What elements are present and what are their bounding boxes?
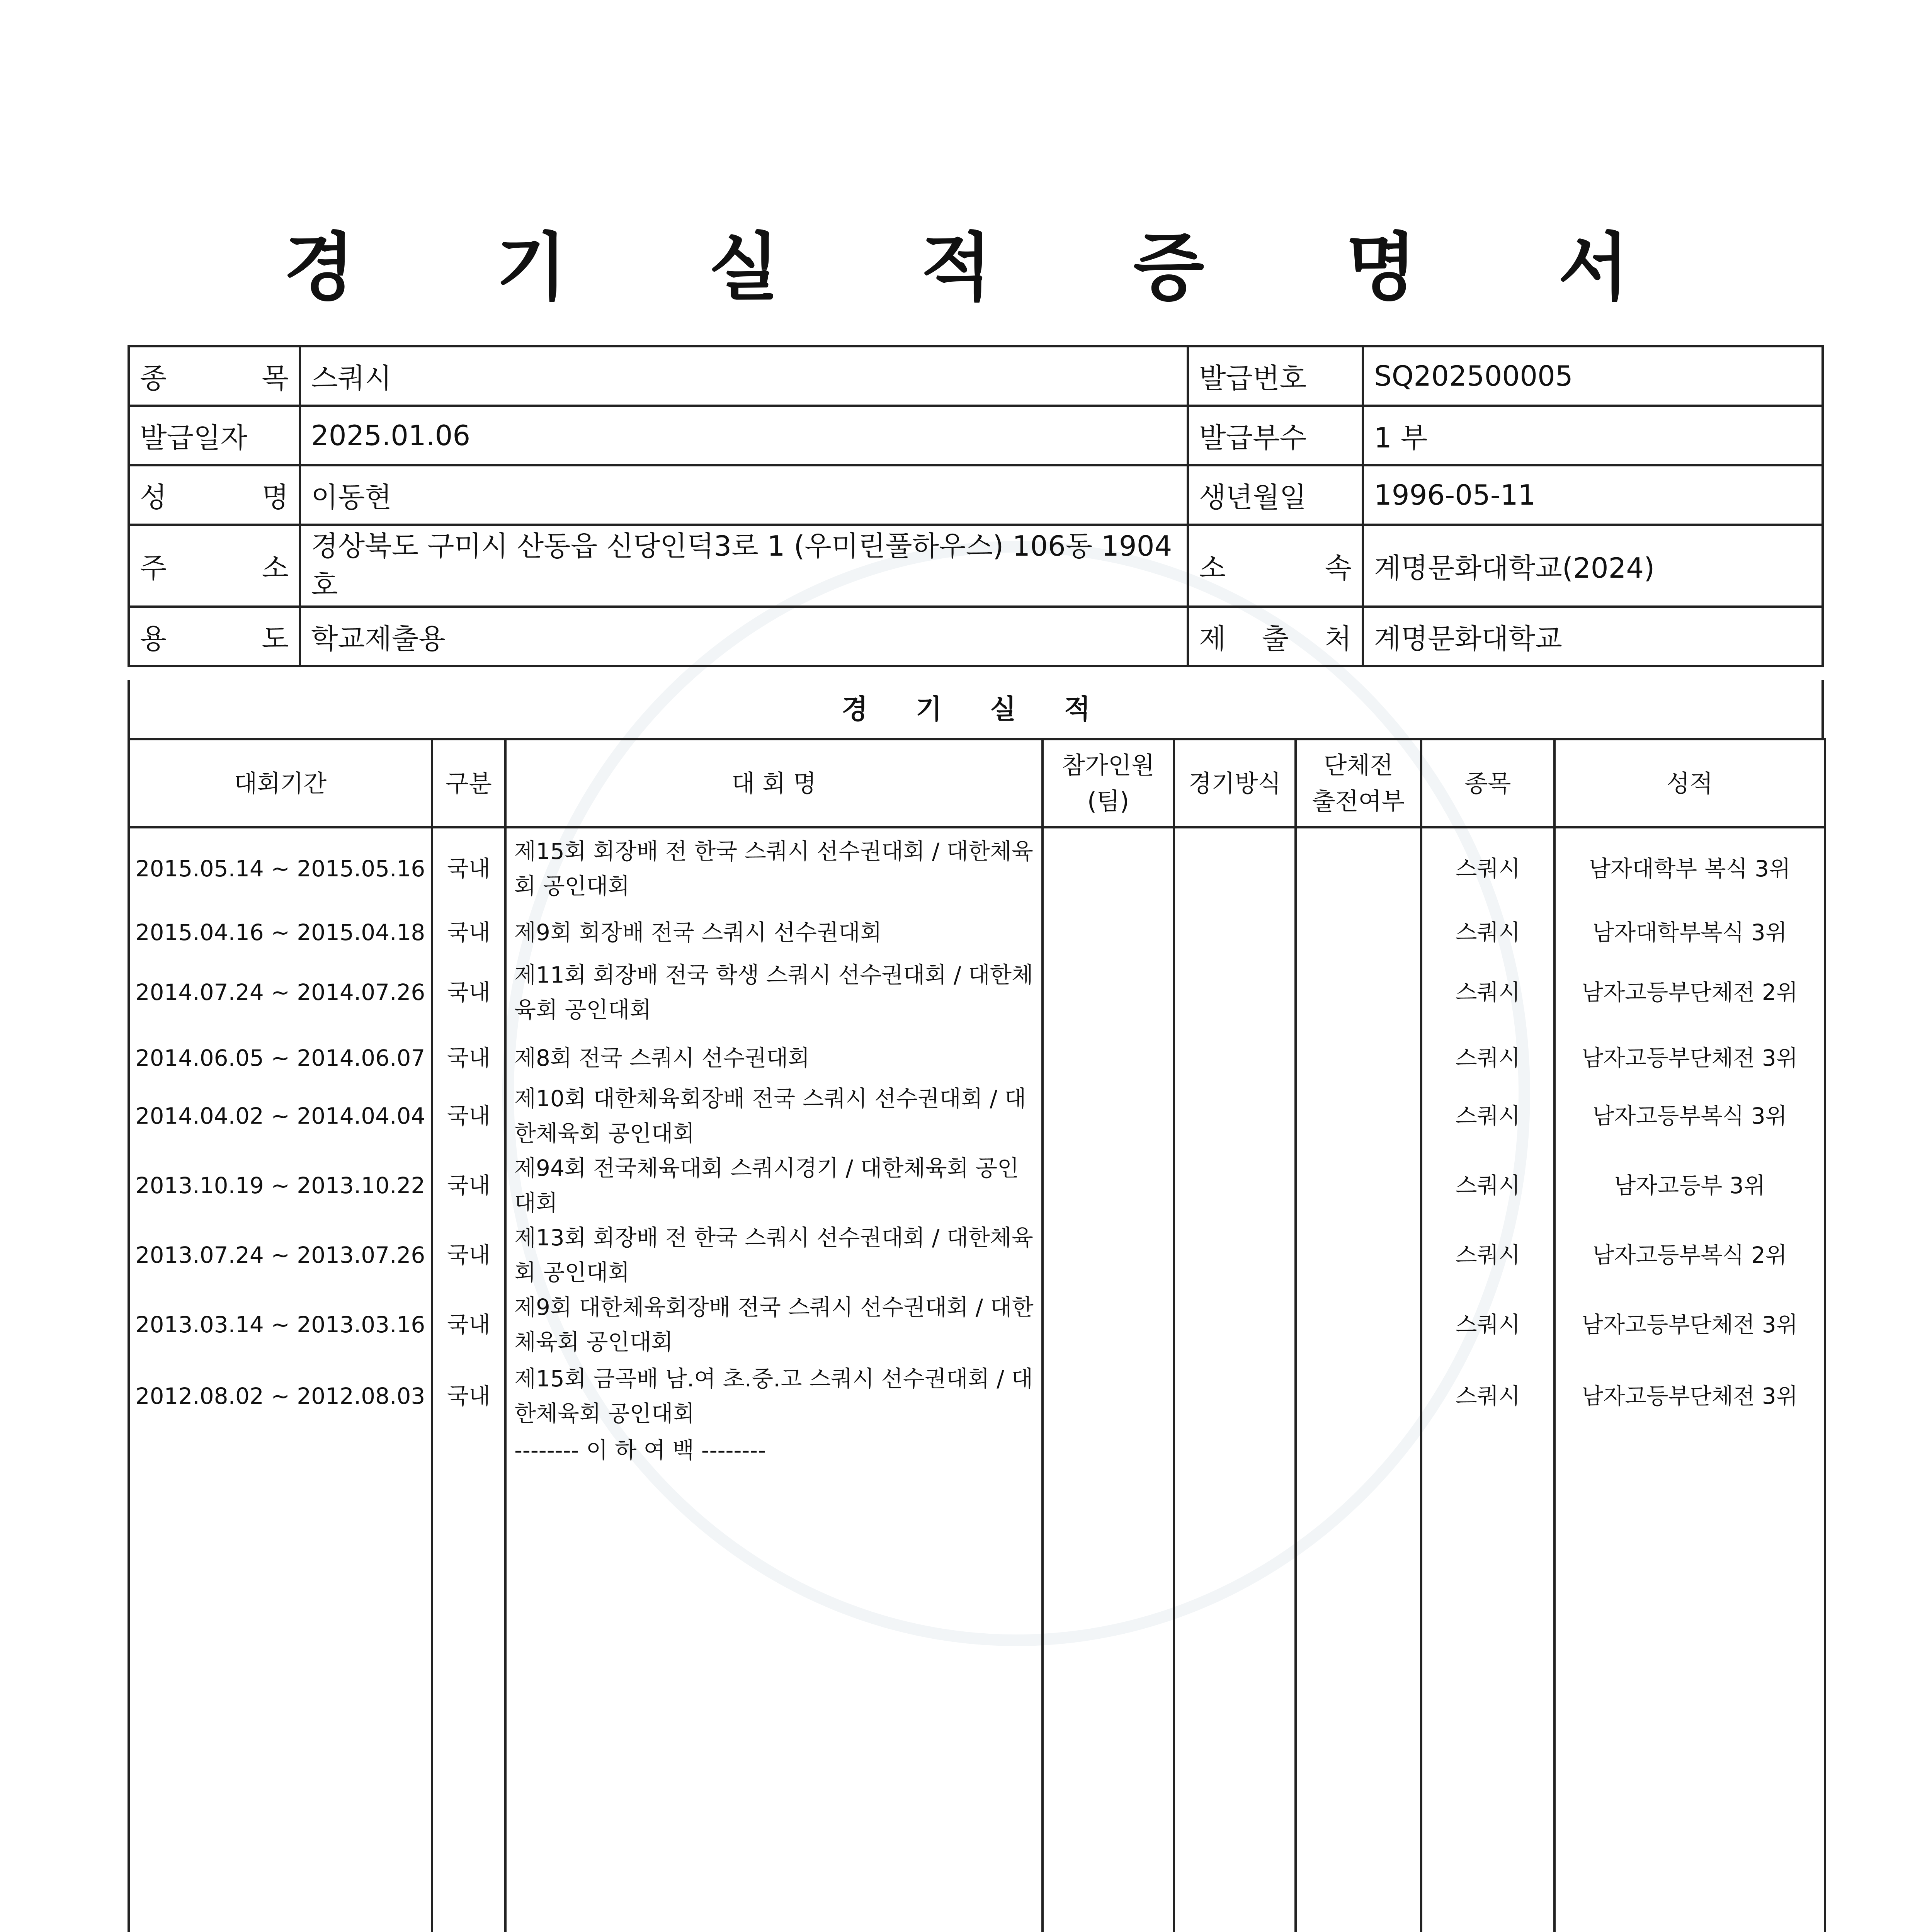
header-period: 대회기간 xyxy=(129,739,432,827)
affil-value: 계명문화대학교(2024) xyxy=(1363,525,1823,607)
record-period: 2013.03.14 ~ 2013.03.16 xyxy=(135,1311,425,1338)
address-value: 경상북도 구미시 산동읍 신당인덕3로 1 (우미린풀하우스) 106동 1904호 xyxy=(300,525,1188,607)
record-kind: 국내 xyxy=(447,1242,491,1269)
record-event: 스쿼시 xyxy=(1455,979,1520,1006)
submit-label: 제 출 처 xyxy=(1188,607,1363,666)
header-participants: 참가인원 (팀) xyxy=(1043,739,1174,827)
header-method: 경기방식 xyxy=(1174,739,1296,827)
record-result: 남자고등부단체전 3위 xyxy=(1582,1311,1798,1338)
record-name: 제15회 금곡배 남.여 초.중.고 스쿼시 선수권대회 / 대한체육회 공인대회 xyxy=(514,1366,1033,1427)
record-period: 2014.06.05 ~ 2014.06.07 xyxy=(135,1045,425,1071)
record-period: 2015.04.16 ~ 2015.04.18 xyxy=(135,919,425,946)
record-kind: 국내 xyxy=(447,1045,491,1071)
record-event: 스쿼시 xyxy=(1455,1383,1520,1410)
record-name: 제13회 회장배 전 한국 스쿼시 선수권대회 / 대한체육회 공인대회 xyxy=(514,1225,1033,1286)
record-event: 스쿼시 xyxy=(1455,1045,1520,1071)
sport-value: 스쿼시 xyxy=(300,346,1188,406)
header-result: 성적 xyxy=(1554,739,1825,827)
record-period: 2014.07.24 ~ 2014.07.26 xyxy=(135,979,425,1006)
record-name: 제8회 전국 스쿼시 선수권대회 xyxy=(514,1045,810,1071)
team-column xyxy=(1297,828,1420,1932)
record-event: 스쿼시 xyxy=(1455,1242,1520,1269)
name-column xyxy=(507,828,1041,1932)
record-kind: 국내 xyxy=(447,1172,491,1199)
record-name: 제10회 대한체육회장배 전국 스쿼시 선수권대회 / 대한체육회 공인대회 xyxy=(514,1085,1026,1146)
records-table xyxy=(128,738,1826,1932)
birth-value: 1996-05-11 xyxy=(1363,465,1823,525)
kind-column xyxy=(433,828,504,1932)
participants-column xyxy=(1044,828,1173,1932)
issue-date-label: 발급일자 xyxy=(129,406,300,465)
records-title: 경 기 실 적 xyxy=(128,680,1824,740)
header-event: 종목 xyxy=(1421,739,1554,827)
record-name: 제11회 회장배 전국 학생 스쿼시 선수권대회 / 대한체육회 공인대회 xyxy=(514,962,1033,1023)
end-mark: -------- 이 하 여 백 -------- xyxy=(514,1437,766,1464)
affil-label: 소 속 xyxy=(1188,525,1363,607)
record-name: 제9회 회장배 전국 스쿼시 선수권대회 xyxy=(514,919,882,946)
issue-date-value: 2025.01.06 xyxy=(300,406,1188,465)
record-event: 스쿼시 xyxy=(1455,855,1520,882)
record-kind: 국내 xyxy=(447,1103,491,1129)
record-kind: 국내 xyxy=(447,1383,491,1410)
issue-no-value: SQ202500005 xyxy=(1363,346,1823,406)
record-event: 스쿼시 xyxy=(1455,1311,1520,1338)
header-team: 단체전 출전여부 xyxy=(1296,739,1421,827)
record-event: 스쿼시 xyxy=(1455,1103,1520,1129)
record-result: 남자고등부복식 3위 xyxy=(1592,1103,1787,1129)
record-period: 2013.10.19 ~ 2013.10.22 xyxy=(135,1172,425,1199)
record-result: 남자고등부복식 2위 xyxy=(1592,1242,1787,1269)
copies-value: 1 부 xyxy=(1363,406,1823,465)
record-kind: 국내 xyxy=(447,1311,491,1338)
submit-value: 계명문화대학교 xyxy=(1363,607,1823,666)
record-result: 남자고등부단체전 2위 xyxy=(1582,979,1798,1006)
record-event: 스쿼시 xyxy=(1455,1172,1520,1199)
record-period: 2015.05.14 ~ 2015.05.16 xyxy=(135,855,425,882)
header-name: 대 회 명 xyxy=(505,739,1043,827)
record-name: 제15회 회장배 전 한국 스쿼시 선수권대회 / 대한체육회 공인대회 xyxy=(514,838,1033,899)
sport-label: 종 목 xyxy=(129,346,300,406)
birth-label: 생년월일 xyxy=(1188,465,1363,525)
record-name: 제9회 대한체육회장배 전국 스쿼시 선수권대회 / 대한체육회 공인대회 xyxy=(514,1294,1034,1355)
record-kind: 국내 xyxy=(447,855,491,882)
result-column xyxy=(1556,828,1824,1932)
method-column xyxy=(1175,828,1294,1932)
name-label: 성 명 xyxy=(129,465,300,525)
purpose-label: 용 도 xyxy=(129,607,300,666)
name-value: 이동현 xyxy=(300,465,1188,525)
record-period: 2013.07.24 ~ 2013.07.26 xyxy=(135,1242,425,1269)
record-event: 스쿼시 xyxy=(1455,919,1520,946)
address-label: 주 소 xyxy=(129,525,300,607)
header-kind: 구분 xyxy=(432,739,505,827)
period-column xyxy=(130,828,431,1932)
issue-no-label: 발급번호 xyxy=(1188,346,1363,406)
document-title: 경 기 실 적 증 명 서 xyxy=(284,225,1687,310)
info-table xyxy=(128,345,1824,667)
purpose-value: 학교제출용 xyxy=(300,607,1188,666)
event-column xyxy=(1422,828,1553,1932)
record-result: 남자대학부 복식 3위 xyxy=(1589,855,1791,882)
record-kind: 국내 xyxy=(447,979,491,1006)
record-result: 남자고등부단체전 3위 xyxy=(1582,1383,1798,1410)
record-kind: 국내 xyxy=(447,919,491,946)
record-result: 남자대학부복식 3위 xyxy=(1592,919,1787,946)
record-period: 2014.04.02 ~ 2014.04.04 xyxy=(135,1103,425,1129)
record-result: 남자고등부단체전 3위 xyxy=(1582,1045,1798,1071)
record-name: 제94회 전국체육대회 스쿼시경기 / 대한체육회 공인대회 xyxy=(514,1155,1019,1216)
record-result: 남자고등부 3위 xyxy=(1614,1172,1765,1199)
record-period: 2012.08.02 ~ 2012.08.03 xyxy=(135,1383,425,1410)
copies-label: 발급부수 xyxy=(1188,406,1363,465)
